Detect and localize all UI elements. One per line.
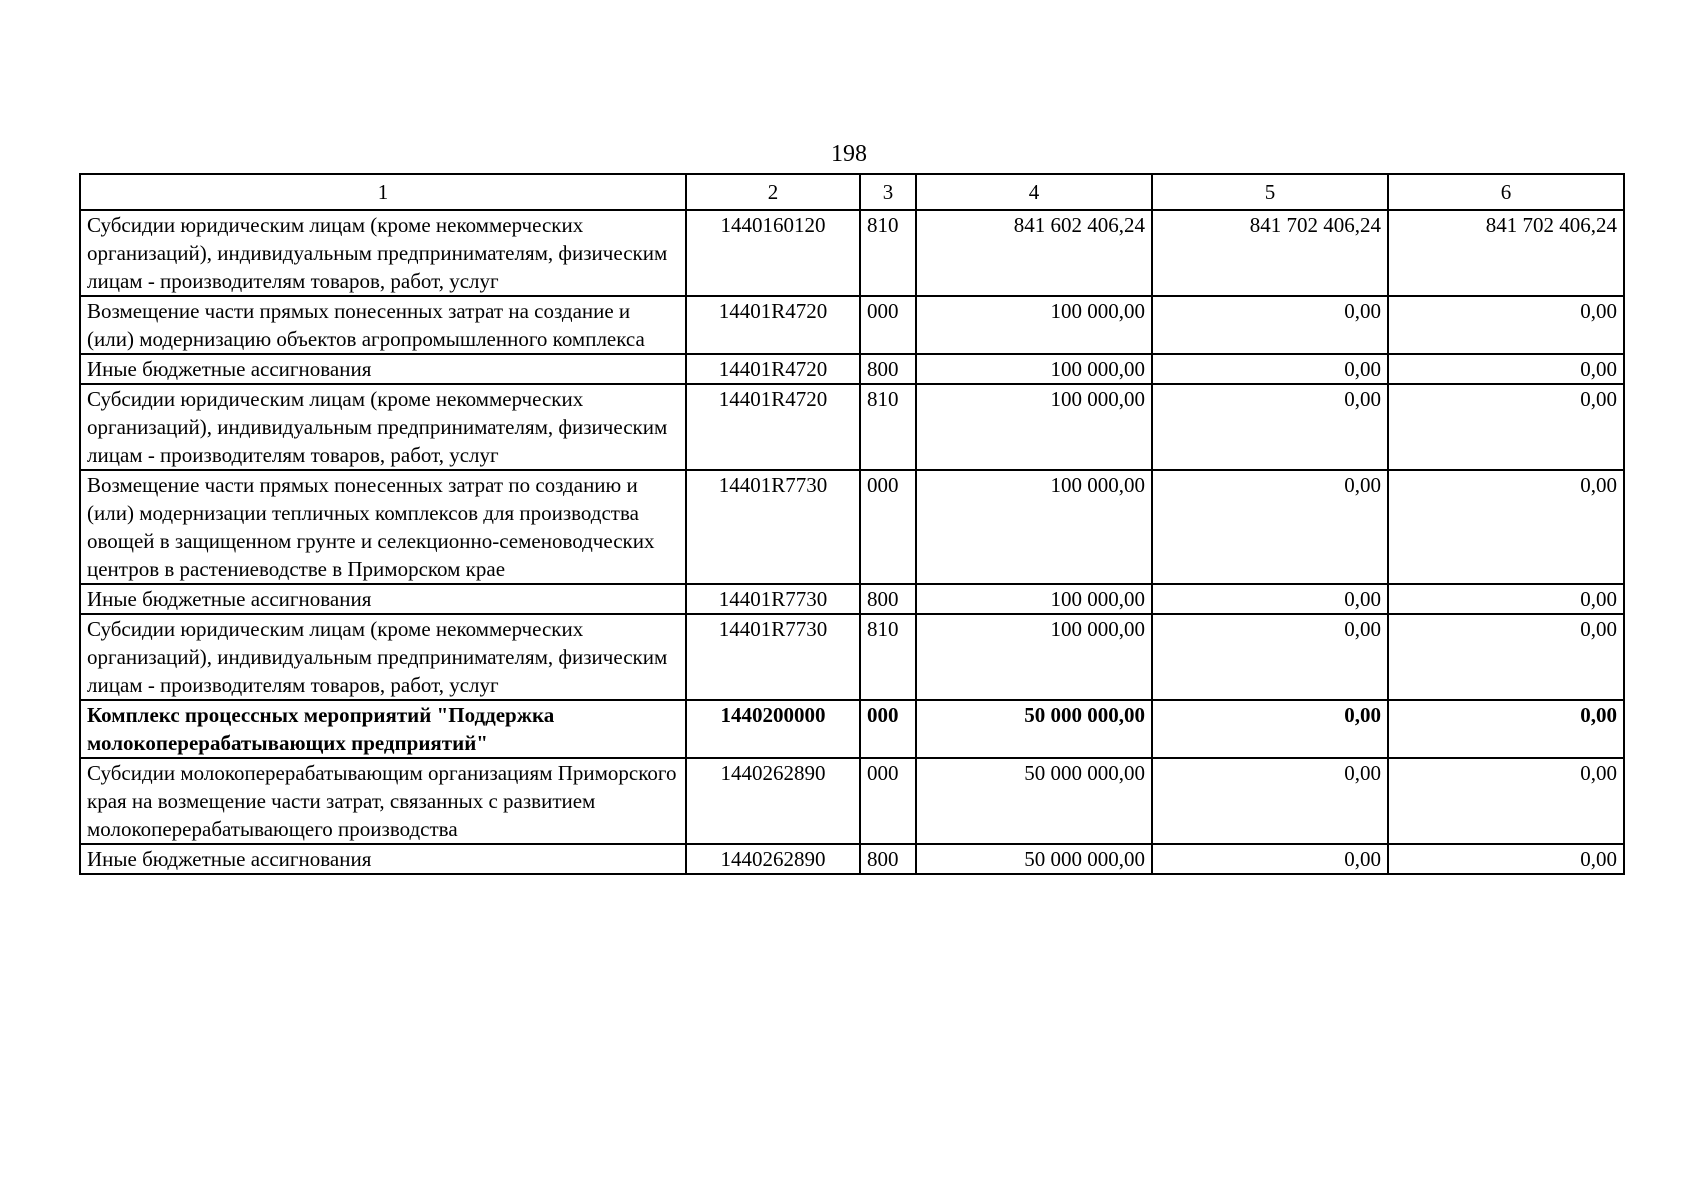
row-expense-type-cell: 000 <box>860 700 916 758</box>
row-target-article-cell: 1440200000 <box>686 700 860 758</box>
row-amount-col4-cell: 100 000,00 <box>916 584 1152 614</box>
row-expense-type-cell: 000 <box>860 758 916 844</box>
row-amount-col6-cell: 0,00 <box>1388 700 1624 758</box>
row-amount-col5-cell: 0,00 <box>1152 584 1388 614</box>
row-amount-col6-cell: 0,00 <box>1388 470 1624 584</box>
row-amount-col6-cell: 0,00 <box>1388 354 1624 384</box>
row-amount-col5-cell: 0,00 <box>1152 700 1388 758</box>
table-row <box>80 614 1624 700</box>
row-expense-type-cell: 800 <box>860 354 916 384</box>
row-amount-col6-cell: 0,00 <box>1388 584 1624 614</box>
row-amount-col4-cell: 841 602 406,24 <box>916 210 1152 296</box>
row-target-article-cell: 14401R7730 <box>686 614 860 700</box>
table-body <box>80 210 1624 874</box>
row-name-cell: Возмещение части прямых понесенных затрат на создание и (или) модернизацию объектов агропромышленного комплекса <box>80 296 686 354</box>
row-amount-col4-cell: 50 000 000,00 <box>916 758 1152 844</box>
table-header <box>80 174 1624 210</box>
row-amount-col5-cell: 0,00 <box>1152 296 1388 354</box>
row-name-cell: Иные бюджетные ассигнования <box>80 354 686 384</box>
table-row <box>80 384 1624 470</box>
row-name-cell: Комплекс процессных мероприятий "Поддержка молокоперерабатывающих предприятий" <box>80 700 686 758</box>
row-name-cell: Возмещение части прямых понесенных затрат по созданию и (или) модернизации тепличных комплексов для производства овощей в защищенном грунте и селекционно-семеноводческих центров в растениеводстве в Приморском крае <box>80 470 686 584</box>
row-amount-col4-cell: 50 000 000,00 <box>916 700 1152 758</box>
row-target-article-cell: 1440262890 <box>686 758 860 844</box>
row-target-article-cell: 14401R4720 <box>686 384 860 470</box>
row-amount-col4-cell: 100 000,00 <box>916 614 1152 700</box>
row-amount-col5-cell: 0,00 <box>1152 844 1388 874</box>
row-name-cell: Субсидии юридическим лицам (кроме некоммерческих организаций), индивидуальным предпринимателям, физическим лицам - производителям товаров, работ, услуг <box>80 614 686 700</box>
row-target-article-cell: 14401R7730 <box>686 584 860 614</box>
budget-table <box>79 173 1625 875</box>
row-amount-col6-cell: 841 702 406,24 <box>1388 210 1624 296</box>
row-amount-col5-cell: 841 702 406,24 <box>1152 210 1388 296</box>
row-target-article-cell: 1440262890 <box>686 844 860 874</box>
table-row <box>80 844 1624 874</box>
row-name-cell: Субсидии юридическим лицам (кроме некоммерческих организаций), индивидуальным предпринимателям, физическим лицам - производителям товаров, работ, услуг <box>80 384 686 470</box>
row-amount-col4-cell: 100 000,00 <box>916 384 1152 470</box>
page-number: 198 <box>831 141 867 167</box>
row-expense-type-cell: 810 <box>860 614 916 700</box>
row-amount-col4-cell: 100 000,00 <box>916 354 1152 384</box>
row-amount-col6-cell: 0,00 <box>1388 296 1624 354</box>
row-target-article-cell: 1440160120 <box>686 210 860 296</box>
table-row <box>80 758 1624 844</box>
row-expense-type-cell: 800 <box>860 844 916 874</box>
row-amount-col4-cell: 100 000,00 <box>916 470 1152 584</box>
row-name-cell: Субсидии юридическим лицам (кроме некоммерческих организаций), индивидуальным предпринимателям, физическим лицам - производителям товаров, работ, услуг <box>80 210 686 296</box>
row-target-article-cell: 14401R7730 <box>686 470 860 584</box>
row-amount-col5-cell: 0,00 <box>1152 354 1388 384</box>
row-amount-col6-cell: 0,00 <box>1388 758 1624 844</box>
column-header-5: 5 <box>1152 174 1388 210</box>
row-amount-col5-cell: 0,00 <box>1152 384 1388 470</box>
table-row <box>80 210 1624 296</box>
column-header-3: 3 <box>860 174 916 210</box>
row-name-cell: Иные бюджетные ассигнования <box>80 844 686 874</box>
row-amount-col5-cell: 0,00 <box>1152 470 1388 584</box>
table-row <box>80 700 1624 758</box>
row-amount-col6-cell: 0,00 <box>1388 384 1624 470</box>
table-row <box>80 470 1624 584</box>
row-expense-type-cell: 810 <box>860 210 916 296</box>
row-expense-type-cell: 810 <box>860 384 916 470</box>
table-row <box>80 354 1624 384</box>
row-expense-type-cell: 800 <box>860 584 916 614</box>
table-row <box>80 584 1624 614</box>
row-amount-col6-cell: 0,00 <box>1388 844 1624 874</box>
row-expense-type-cell: 000 <box>860 470 916 584</box>
row-expense-type-cell: 000 <box>860 296 916 354</box>
column-header-6: 6 <box>1388 174 1624 210</box>
column-header-1: 1 <box>80 174 686 210</box>
row-amount-col5-cell: 0,00 <box>1152 758 1388 844</box>
table-row <box>80 296 1624 354</box>
row-target-article-cell: 14401R4720 <box>686 354 860 384</box>
column-header-4: 4 <box>916 174 1152 210</box>
header-row <box>80 174 1624 210</box>
row-name-cell: Иные бюджетные ассигнования <box>80 584 686 614</box>
row-name-cell: Субсидии молокоперерабатывающим организациям Приморского края на возмещение части затрат, связанных с развитием молокоперерабатывающего производства <box>80 758 686 844</box>
row-amount-col4-cell: 100 000,00 <box>916 296 1152 354</box>
row-amount-col6-cell: 0,00 <box>1388 614 1624 700</box>
row-amount-col4-cell: 50 000 000,00 <box>916 844 1152 874</box>
row-target-article-cell: 14401R4720 <box>686 296 860 354</box>
row-amount-col5-cell: 0,00 <box>1152 614 1388 700</box>
column-header-2: 2 <box>686 174 860 210</box>
